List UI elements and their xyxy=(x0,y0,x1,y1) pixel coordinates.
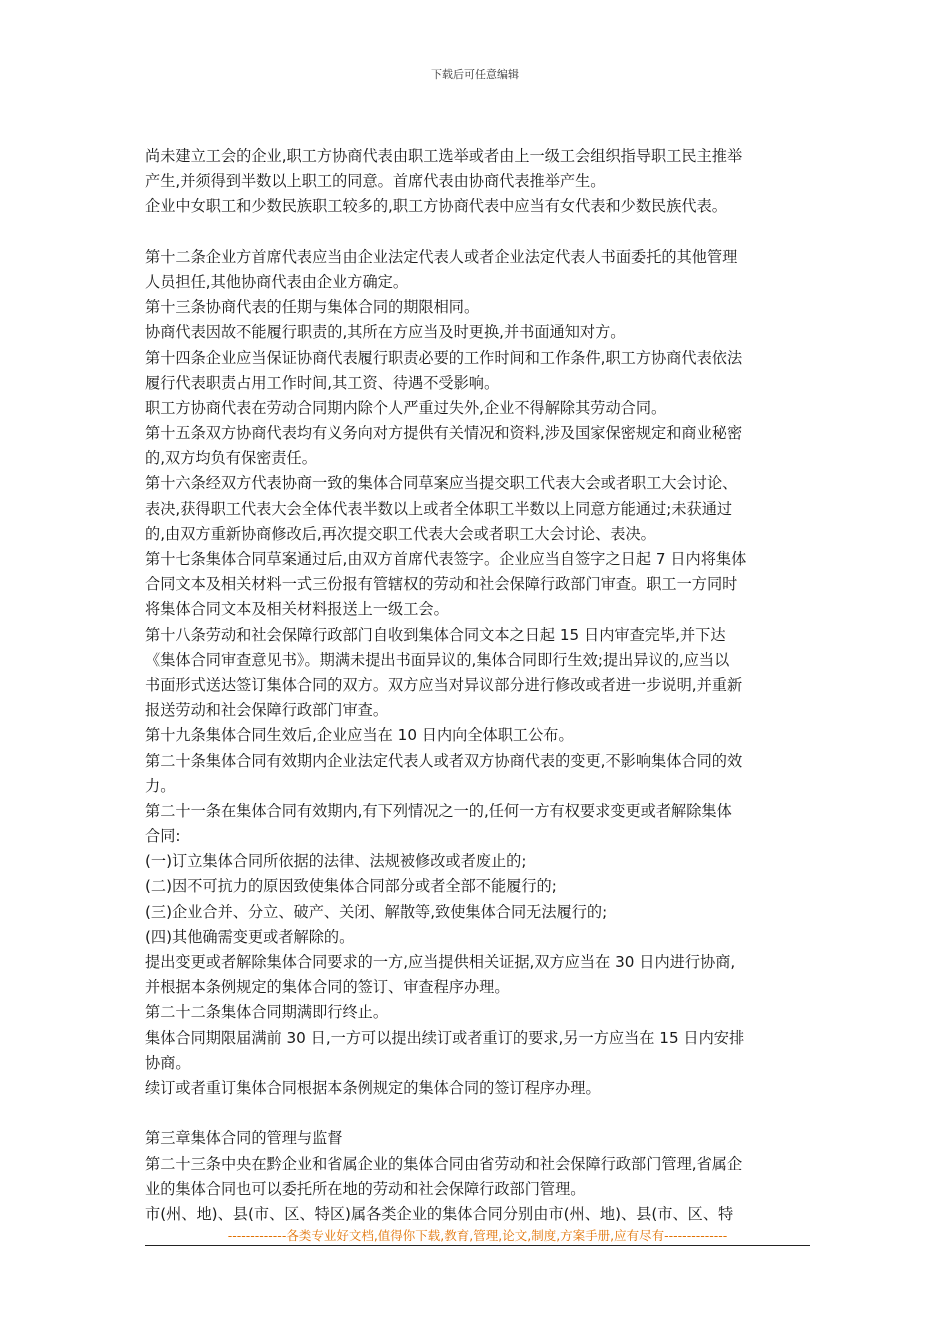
text-line: 《集体合同审查意见书》。期满未提出书面异议的,集体合同即行生效;提出异议的,应当以 xyxy=(145,650,730,669)
text-line: (四)其他确需变更或者解除的。 xyxy=(145,927,355,946)
text-line: 并根据本条例规定的集体合同的签订、审查程序办理。 xyxy=(145,978,510,997)
text-line: 业的集体合同也可以委托所在地的劳动和社会保障行政部门管理。 xyxy=(145,1179,586,1198)
text-line: (二)因不可抗力的原因致使集体合同部分或者全部不能履行的; xyxy=(145,877,557,896)
text-line: 企业中女职工和少数民族职工较多的,职工方协商代表中应当有女代表和少数民族代表。 xyxy=(145,197,727,216)
document-body xyxy=(145,144,810,1227)
text-line: 尚未建立工会的企业,职工方协商代表由职工选举或者由上一级工会组织指导职工民主推举 xyxy=(145,147,743,165)
text-line: 第十五条双方协商代表均有义务向对方提供有关情况和资料,涉及国家保密规定和商业秘密 xyxy=(145,424,743,443)
text-line: 表决,获得职工代表大会全体代表半数以上或者全体职工半数以上同意方能通过;未获通过 xyxy=(145,499,733,518)
text-line: 人员担任,其他协商代表由企业方确定。 xyxy=(145,272,409,291)
blank-line xyxy=(145,220,810,245)
text-line: 合同: xyxy=(145,827,181,846)
text-line: 第十六条经双方代表协商一致的集体合同草案应当提交职工代表大会或者职工大会讨论、 xyxy=(145,474,738,493)
text-line: 第十七条集体合同草案通过后,由双方首席代表签字。企业应当自签字之日起 7 日内将集体 xyxy=(145,550,747,568)
text-line: 第二十三条中央在黔企业和省属企业的集体合同由省劳动和社会保障行政部门管理,省属企 xyxy=(145,1154,743,1173)
text-line: (三)企业合并、分立、破产、关闭、解散等,致使集体合同无法履行的; xyxy=(145,902,608,921)
text-line: (一)订立集体合同所依据的法律、法规被修改或者废止的; xyxy=(145,852,527,871)
text-line: 第二十一条在集体合同有效期内,有下列情况之一的,任何一方有权要求变更或者解除集体 xyxy=(145,801,732,820)
text-line: 产生,并须得到半数以上职工的同意。首席代表由协商代表推举产生。 xyxy=(145,172,606,191)
text-line: 第十九条集体合同生效后,企业应当在 10 日内向全体职工公布。 xyxy=(145,726,574,745)
text-line: 履行代表职责占用工作时间,其工资、待遇不受影响。 xyxy=(145,373,500,392)
text-line: 第二十条集体合同有效期内企业法定代表人或者双方协商代表的变更,不影响集体合同的效 xyxy=(145,751,743,770)
text-line: 第十四条企业应当保证协商代表履行职责必要的工作时间和工作条件,职工方协商代表依法 xyxy=(145,348,743,367)
text-line: 第二十二条集体合同期满即行终止。 xyxy=(145,1003,388,1022)
text-line: 协商代表因故不能履行职责的,其所在方应当及时更换,并书面通知对方。 xyxy=(145,323,626,342)
text-line: 续订或者重订集体合同根据本条例规定的集体合同的签订程序办理。 xyxy=(145,1078,601,1097)
page-header: 下载后可任意编辑 xyxy=(431,68,519,81)
text-line: 第十二条企业方首席代表应当由企业法定代表人或者企业法定代表人书面委托的其他管理 xyxy=(145,247,738,266)
text-line: 职工方协商代表在劳动合同期内除个人严重过失外,企业不得解除其劳动合同。 xyxy=(145,398,667,417)
text-line: 第十八条劳动和社会保障行政部门自收到集体合同文本之日起 15 日内审查完毕,并下达 xyxy=(145,625,726,644)
text-line: 将集体合同文本及相关材料报送上一级工会。 xyxy=(145,600,449,619)
text-line: 第十三条协商代表的任期与集体合同的期限相同。 xyxy=(145,298,480,317)
text-line: 合同文本及相关材料一式三份报有管辖权的劳动和社会保障行政部门审查。职工一方同时 xyxy=(145,575,738,594)
text-line: 协商。 xyxy=(145,1053,191,1072)
text-line: 力。 xyxy=(145,776,176,795)
text-line: 的,双方均负有保密责任。 xyxy=(145,449,317,468)
text-line: 集体合同期限届满前 30 日,一方可以提出续订或者重订的要求,另一方应当在 15 日内安排 xyxy=(145,1028,745,1047)
text-line: 书面形式送达签订集体合同的双方。双方应当对异议部分进行修改或者进一步说明,并重新 xyxy=(145,675,743,694)
text-line: 的,由双方重新协商修改后,再次提交职工代表大会或者职工大会讨论、表决。 xyxy=(145,524,656,543)
page-footer-banner: -------------各类专业好文档,值得你下载,教育,管理,论文,制度,方案手册,应有尽有-------------- xyxy=(227,1228,728,1243)
text-line: 提出变更或者解除集体合同要求的一方,应当提供相关证据,双方应当在 30 日内进行协商, xyxy=(145,953,736,971)
footer-divider xyxy=(145,1245,810,1246)
text-line: 报送劳动和社会保障行政部门审查。 xyxy=(145,701,388,720)
blank-line xyxy=(145,1101,810,1126)
text-line: 市(州、地)、县(市、区、特区)属各类企业的集体合同分别由市(州、地)、县(市、区、特 xyxy=(145,1204,734,1223)
text-line: 第三章集体合同的管理与监督 xyxy=(145,1129,343,1148)
